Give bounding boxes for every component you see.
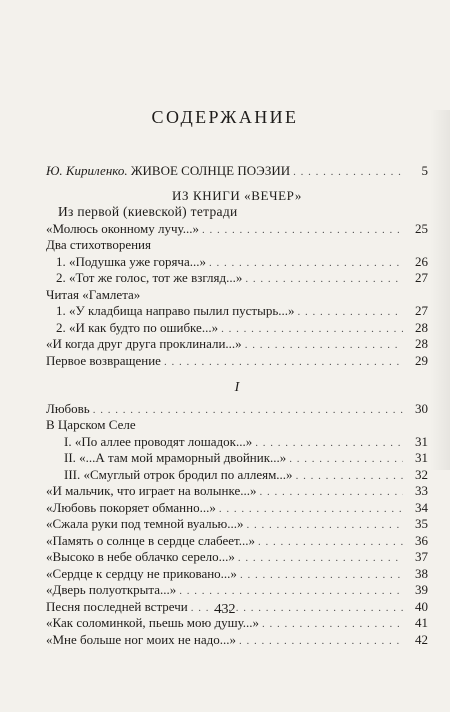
toc-entry xyxy=(46,582,428,599)
dot-leader xyxy=(202,222,403,239)
toc-entry-page: 40 xyxy=(415,598,428,614)
toc-entry-title: II. «...А там мой мраморный двойник...» xyxy=(64,450,287,465)
toc-entry xyxy=(46,254,428,271)
notebook-heading: Из первой (киевской) тетради xyxy=(58,204,238,219)
dot-leader xyxy=(296,468,403,485)
book-heading: ИЗ КНИГИ «ВЕЧЕР» xyxy=(172,187,302,203)
toc-entry xyxy=(46,533,428,550)
toc-entry xyxy=(46,549,428,566)
dot-leader xyxy=(179,583,403,600)
toc-entry xyxy=(46,417,428,434)
toc-entry-title: Песня последней встречи xyxy=(46,598,188,614)
toc-entry-page: 29 xyxy=(415,352,428,368)
toc-entry-title: «Высоко в небе облачко серело...» xyxy=(46,549,235,564)
dot-leader xyxy=(219,501,403,518)
toc-entry-page: 38 xyxy=(415,565,428,581)
dot-leader xyxy=(239,633,403,650)
toc-entry-title: «И когда друг друга проклинали...» xyxy=(46,336,242,351)
toc-entry-title: «Сердце к сердцу не приковано...» xyxy=(46,565,237,581)
toc-entry-title: В Царском Селе xyxy=(46,417,136,432)
toc-entry-page: 35 xyxy=(415,516,428,531)
toc-entry-title: Любовь xyxy=(46,400,90,416)
dot-leader xyxy=(240,567,403,584)
dot-leader xyxy=(298,304,403,321)
toc-entry-page: 31 xyxy=(415,433,428,449)
toc-entry-page: 33 xyxy=(415,483,428,498)
toc-entry-title: 1. «Подушка уже горяча...» xyxy=(56,253,206,269)
toc-entry-title: «Сжала руки под темной вуалью...» xyxy=(46,516,244,531)
toc-entry xyxy=(46,320,428,337)
dot-leader xyxy=(245,337,403,354)
toc-entry-page: 28 xyxy=(415,319,428,335)
page-edge-shadow xyxy=(430,110,450,470)
dot-leader xyxy=(255,435,403,452)
toc-entry xyxy=(46,237,428,254)
dot-leader xyxy=(221,321,403,338)
toc-entry-title: I. «По аллее проводят лошадок...» xyxy=(64,433,253,449)
toc-entry-page: 28 xyxy=(415,336,428,351)
toc-group-1 xyxy=(46,221,428,370)
toc-entry-title: 2. «Тот же голос, тот же взгляд...» xyxy=(56,270,243,285)
toc-entry xyxy=(46,336,428,353)
toc-entry-title: Два стихотворения xyxy=(46,237,151,252)
toc-entry xyxy=(46,434,428,451)
toc-entry-page: 36 xyxy=(415,532,428,548)
dot-leader xyxy=(246,517,403,534)
toc-intro-entry xyxy=(46,163,428,180)
page-title: СОДЕРЖАНИЕ xyxy=(151,107,299,127)
toc-entry-title: «Дверь полуоткрыта...» xyxy=(46,582,177,597)
toc-entry-title: 2. «И как будто по ошибке...» xyxy=(56,319,219,335)
toc-entry-page: 26 xyxy=(415,253,428,269)
toc-entry-page: 42 xyxy=(415,631,428,647)
toc-entry-page: 27 xyxy=(415,270,428,285)
dot-leader xyxy=(238,550,403,567)
toc-entry-title: 1. «У кладбища направо пылил пустырь...» xyxy=(56,303,295,318)
dot-leader xyxy=(245,271,403,288)
toc-entry xyxy=(46,516,428,533)
dot-leader xyxy=(260,484,403,501)
toc-entry-title: «Мне больше ног моих не надо...» xyxy=(46,631,236,647)
page-number: 432 xyxy=(214,602,236,617)
toc-entry xyxy=(46,450,428,467)
intro-author: Ю. Кириленко. xyxy=(46,163,128,178)
toc-entry-page: 32 xyxy=(415,466,428,482)
dot-leader xyxy=(289,451,403,468)
intro-page: 5 xyxy=(421,163,428,178)
toc-entry-title: «Память о солнце в сердце слабеет...» xyxy=(46,532,255,548)
intro-title: ЖИВОЕ СОЛНЦЕ ПОЭЗИИ xyxy=(130,163,291,178)
toc-entry-page: 27 xyxy=(415,303,428,318)
dot-leader xyxy=(258,534,403,551)
toc-entry xyxy=(46,270,428,287)
toc-entry xyxy=(46,483,428,500)
toc-entry xyxy=(46,401,428,418)
toc-entry xyxy=(46,632,428,649)
dot-leader xyxy=(262,616,403,633)
toc-entry-page: 34 xyxy=(415,499,428,515)
toc-entry-title: «Молюсь оконному лучу...» xyxy=(46,220,199,236)
toc-entry xyxy=(46,500,428,517)
toc-entry-title: «И мальчик, что играет на волынке...» xyxy=(46,483,257,498)
toc-entry-title: Читая «Гамлета» xyxy=(46,286,141,302)
toc-entry xyxy=(46,221,428,238)
toc-entry-page: 41 xyxy=(415,615,428,630)
toc-entry-title: III. «Смуглый отрок бродил по аллеям...» xyxy=(64,466,293,482)
toc-entry-page: 30 xyxy=(415,400,428,416)
toc-entry-title: Первое возвращение xyxy=(46,352,161,368)
toc-entry xyxy=(46,566,428,583)
toc-entry-title: «Как соломинкой, пьешь мою душу...» xyxy=(46,615,260,630)
toc-entry-page: 25 xyxy=(415,220,428,236)
toc-entry-title: «Любовь покоряет обманно...» xyxy=(46,499,216,515)
dot-leader xyxy=(293,164,403,181)
toc-entry-page: 37 xyxy=(415,549,428,564)
toc-entry-page: 39 xyxy=(415,582,428,597)
toc-entry xyxy=(46,287,428,304)
dot-leader xyxy=(164,354,403,371)
dot-leader xyxy=(93,402,403,419)
toc-entry xyxy=(46,303,428,320)
section-roman-heading: I xyxy=(234,380,240,395)
toc-entry xyxy=(46,467,428,484)
table-of-contents xyxy=(46,163,428,648)
dot-leader xyxy=(209,255,403,272)
toc-entry-page: 31 xyxy=(415,450,428,465)
toc-entry xyxy=(46,353,428,370)
